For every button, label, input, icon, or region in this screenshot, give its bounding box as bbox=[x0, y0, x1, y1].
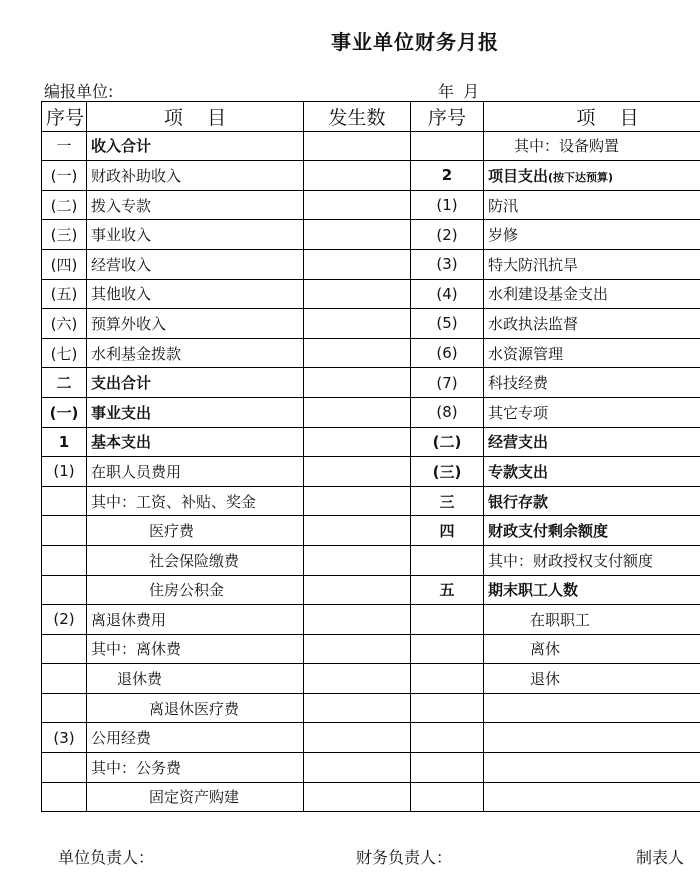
row-item: 预算外收入 bbox=[87, 309, 304, 339]
row-item: 拨入专款 bbox=[87, 190, 304, 220]
table-row bbox=[42, 427, 700, 457]
amount-cell[interactable] bbox=[304, 220, 411, 250]
amount-cell[interactable] bbox=[304, 605, 411, 635]
row-item-right bbox=[484, 723, 700, 753]
row-seq: (二) bbox=[42, 190, 87, 220]
table-row bbox=[42, 516, 700, 546]
row-item: 财政补助收入 bbox=[87, 161, 304, 191]
row-seq-right: (8) bbox=[411, 397, 484, 427]
table-row bbox=[42, 723, 700, 753]
table-row bbox=[42, 634, 700, 664]
row-item: 离退休费用 bbox=[87, 605, 304, 635]
row-seq-right: 三 bbox=[411, 486, 484, 516]
amount-cell[interactable] bbox=[304, 161, 411, 191]
row-seq-right bbox=[411, 753, 484, 783]
row-seq bbox=[42, 753, 87, 783]
amount-cell[interactable] bbox=[304, 634, 411, 664]
row-seq-right: 五 bbox=[411, 575, 484, 605]
row-seq-right: (6) bbox=[411, 338, 484, 368]
row-seq bbox=[42, 634, 87, 664]
amount-cell[interactable] bbox=[304, 368, 411, 398]
row-seq: (1) bbox=[42, 457, 87, 487]
row-seq-right bbox=[411, 723, 484, 753]
row-seq-right: (7) bbox=[411, 368, 484, 398]
unit-head-label: 单位负责人： bbox=[58, 848, 155, 867]
row-item-right: 水资源管理 bbox=[484, 338, 700, 368]
col-header-item-right: 项 目 bbox=[484, 102, 700, 132]
row-item: 收入合计 bbox=[87, 131, 304, 161]
row-item-right bbox=[484, 161, 700, 191]
row-item-right: 退休 bbox=[484, 664, 700, 694]
col-header-seq: 序号 bbox=[42, 102, 87, 132]
amount-cell[interactable] bbox=[304, 397, 411, 427]
row-seq-right: (1) bbox=[411, 190, 484, 220]
row-seq: 一 bbox=[42, 131, 87, 161]
row-item: 医疗费 bbox=[87, 516, 304, 546]
table-row bbox=[42, 249, 700, 279]
row-item: 在职人员费用 bbox=[87, 457, 304, 487]
row-item: 其中：公务费 bbox=[87, 753, 304, 783]
row-item-right: 防汛 bbox=[484, 190, 700, 220]
row-item-right: 财政支付剩余额度 bbox=[484, 516, 700, 546]
preparer-label: 制表人 bbox=[636, 848, 685, 867]
row-item: 支出合计 bbox=[87, 368, 304, 398]
row-item-right: 岁修 bbox=[484, 220, 700, 250]
amount-cell[interactable] bbox=[304, 545, 411, 575]
row-seq bbox=[42, 545, 87, 575]
amount-cell[interactable] bbox=[304, 131, 411, 161]
amount-cell[interactable] bbox=[304, 338, 411, 368]
col-header-seq-right: 序号 bbox=[411, 102, 484, 132]
table-row bbox=[42, 486, 700, 516]
row-seq-right: (5) bbox=[411, 309, 484, 339]
amount-cell[interactable] bbox=[304, 309, 411, 339]
row-seq-right bbox=[411, 605, 484, 635]
table-row bbox=[42, 131, 700, 161]
row-seq-right: 2 bbox=[411, 161, 484, 191]
table-row bbox=[42, 693, 700, 723]
row-item: 其中：工资、补贴、奖金 bbox=[87, 486, 304, 516]
row-seq bbox=[42, 486, 87, 516]
row-seq-right bbox=[411, 131, 484, 161]
row-seq bbox=[42, 516, 87, 546]
row-seq-right: 四 bbox=[411, 516, 484, 546]
row-seq-right bbox=[411, 634, 484, 664]
table-row bbox=[42, 220, 700, 250]
table-row bbox=[42, 575, 700, 605]
amount-cell[interactable] bbox=[304, 753, 411, 783]
row-item: 经营收入 bbox=[87, 249, 304, 279]
row-seq: (三) bbox=[42, 220, 87, 250]
amount-cell[interactable] bbox=[304, 457, 411, 487]
row-seq bbox=[42, 664, 87, 694]
row-item-right bbox=[484, 693, 700, 723]
financial-report-table bbox=[41, 101, 700, 812]
row-item-right: 特大防汛抗旱 bbox=[484, 249, 700, 279]
row-item-right: 水政执法监督 bbox=[484, 309, 700, 339]
table-row bbox=[42, 605, 700, 635]
finance-head-label: 财务负责人： bbox=[356, 848, 453, 867]
table-row bbox=[42, 545, 700, 575]
table-row bbox=[42, 782, 700, 812]
row-seq: (一) bbox=[42, 161, 87, 191]
table-row bbox=[42, 457, 700, 487]
row-item: 退休费 bbox=[87, 664, 304, 694]
table-row bbox=[42, 664, 700, 694]
row-item-right: 科技经费 bbox=[484, 368, 700, 398]
table-row bbox=[42, 368, 700, 398]
table-row bbox=[42, 338, 700, 368]
row-item-right-note: (按下达预算) bbox=[548, 170, 614, 184]
row-seq: (四) bbox=[42, 249, 87, 279]
row-item-right bbox=[484, 782, 700, 812]
table-row bbox=[42, 309, 700, 339]
row-item: 其中：离休费 bbox=[87, 634, 304, 664]
row-item: 其他收入 bbox=[87, 279, 304, 309]
row-item: 公用经费 bbox=[87, 723, 304, 753]
row-seq: (七) bbox=[42, 338, 87, 368]
row-item: 基本支出 bbox=[87, 427, 304, 457]
row-item-right: 离休 bbox=[484, 634, 700, 664]
row-seq bbox=[42, 693, 87, 723]
row-seq: 二 bbox=[42, 368, 87, 398]
row-seq: (五) bbox=[42, 279, 87, 309]
amount-cell[interactable] bbox=[304, 486, 411, 516]
table-row bbox=[42, 753, 700, 783]
row-seq bbox=[42, 782, 87, 812]
amount-cell[interactable] bbox=[304, 516, 411, 546]
row-item: 离退休医疗费 bbox=[87, 693, 304, 723]
row-item-right: 其中：设备购置 bbox=[484, 131, 700, 161]
amount-cell[interactable] bbox=[304, 575, 411, 605]
row-seq-right bbox=[411, 693, 484, 723]
row-item-right: 期末职工人数 bbox=[484, 575, 700, 605]
amount-cell[interactable] bbox=[304, 427, 411, 457]
row-seq-right bbox=[411, 545, 484, 575]
row-item-right: 水利建设基金支出 bbox=[484, 279, 700, 309]
row-seq: (3) bbox=[42, 723, 87, 753]
table-header-row bbox=[42, 102, 700, 132]
table-row bbox=[42, 397, 700, 427]
row-seq bbox=[42, 575, 87, 605]
row-seq-right: (4) bbox=[411, 279, 484, 309]
row-seq: (2) bbox=[42, 605, 87, 635]
amount-cell[interactable] bbox=[304, 190, 411, 220]
row-item-right: 经营支出 bbox=[484, 427, 700, 457]
amount-cell[interactable] bbox=[304, 249, 411, 279]
reporting-unit-label: 编报单位: bbox=[44, 82, 114, 101]
amount-cell[interactable] bbox=[304, 723, 411, 753]
row-item-right bbox=[484, 753, 700, 783]
row-item-right: 其中：财政授权支付额度 bbox=[484, 545, 700, 575]
row-item-right: 专款支出 bbox=[484, 457, 700, 487]
row-seq-right: (三) bbox=[411, 457, 484, 487]
row-item-right: 在职职工 bbox=[484, 605, 700, 635]
row-seq-right: (2) bbox=[411, 220, 484, 250]
row-item-right-text: 项目支出 bbox=[488, 166, 549, 185]
row-seq: 1 bbox=[42, 427, 87, 457]
row-seq-right: (二) bbox=[411, 427, 484, 457]
year-month-label: 年 月 bbox=[438, 82, 480, 101]
row-seq: (六) bbox=[42, 309, 87, 339]
amount-cell[interactable] bbox=[304, 664, 411, 694]
row-item-right: 银行存款 bbox=[484, 486, 700, 516]
table-row bbox=[42, 279, 700, 309]
amount-cell[interactable] bbox=[304, 782, 411, 812]
row-seq-right: (3) bbox=[411, 249, 484, 279]
table-row bbox=[42, 190, 700, 220]
row-item: 事业支出 bbox=[87, 397, 304, 427]
row-item: 固定资产购建 bbox=[87, 782, 304, 812]
table-row bbox=[42, 161, 700, 191]
row-seq-right bbox=[411, 782, 484, 812]
row-item: 住房公积金 bbox=[87, 575, 304, 605]
amount-cell[interactable] bbox=[304, 693, 411, 723]
row-seq-right bbox=[411, 664, 484, 694]
row-item-right: 其它专项 bbox=[484, 397, 700, 427]
amount-cell[interactable] bbox=[304, 279, 411, 309]
row-seq: (一) bbox=[42, 397, 87, 427]
row-item: 社会保险缴费 bbox=[87, 545, 304, 575]
row-item: 事业收入 bbox=[87, 220, 304, 250]
row-item: 水利基金拨款 bbox=[87, 338, 304, 368]
col-header-amount: 发生数 bbox=[304, 102, 411, 132]
report-title: 事业单位财务月报 bbox=[331, 30, 499, 54]
col-header-item: 项 目 bbox=[87, 102, 304, 132]
